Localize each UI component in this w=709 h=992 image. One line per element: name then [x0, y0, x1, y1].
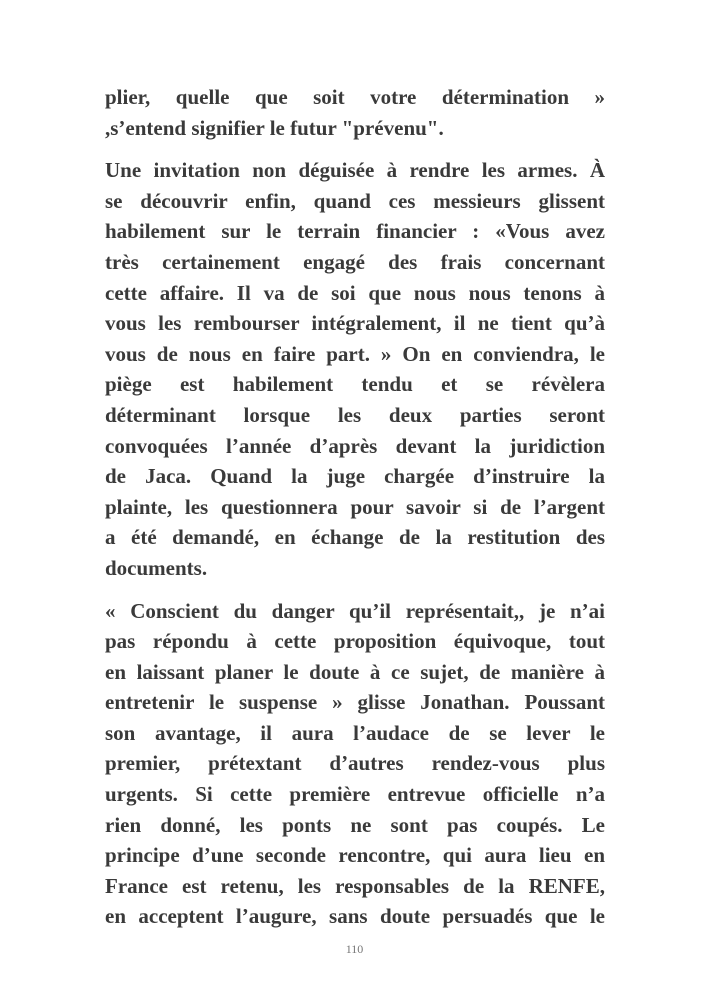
text-line: plainte, les questionnera pour savoir si de l’argent	[105, 494, 605, 519]
text-line: de Jaca. Quand la juge chargée d’instruire la	[105, 464, 605, 489]
page-body	[105, 82, 605, 944]
text-line: documents.	[105, 555, 208, 580]
text-line: « Conscient du danger qu’il représentait,, je n’ai	[105, 598, 605, 623]
text-line: habilement sur le terrain financier : «Vous avez	[105, 219, 605, 244]
text-line: entretenir le suspense » glisse Jonathan. Poussant	[105, 690, 605, 715]
text-line: rien donné, les ponts ne sont pas coupés. Le	[105, 812, 605, 837]
text-line: piège est habilement tendu et se révèlera	[105, 372, 605, 397]
text-line: en laissant planer le doute à ce sujet, de manière à	[105, 659, 605, 684]
text-line: convoquées l’année d’après devant la juridiction	[105, 433, 605, 458]
text-line: se découvrir enfin, quand ces messieurs glissent	[105, 188, 605, 213]
text-line: plier, quelle que soit votre détermination »	[105, 85, 605, 109]
paragraph	[105, 155, 605, 583]
text-line: son avantage, il aura l’audace de se lever le	[105, 720, 605, 745]
text-line: vous de nous en faire part. » On en conviendra, le	[105, 341, 605, 366]
paragraph	[105, 596, 605, 933]
text-line: pas répondu à cette proposition équivoque, tout	[105, 629, 605, 654]
text-line: cette affaire. Il va de soi que nous nous tenons à	[105, 280, 605, 305]
page-number: 110	[345, 942, 364, 956]
text-line: premier, prétextant d’autres rendez-vous plus	[105, 751, 605, 776]
text-line: ,s’entend signifier le futur "prévenu".	[105, 115, 444, 140]
text-line: Une invitation non déguisée à rendre les armes. À	[105, 158, 605, 183]
text-line: vous les rembourser intégralement, il ne tient qu’à	[105, 311, 605, 336]
text-line: déterminant lorsque les deux parties seront	[105, 402, 605, 427]
text-line: principe d’une seconde rencontre, qui aura lieu en	[105, 843, 605, 868]
text-line: urgents. Si cette première entrevue officielle n’a	[105, 782, 605, 807]
text-line: France est retenu, les responsables de la RENFE,	[105, 873, 605, 898]
text-line: très certainement engagé des frais concernant	[105, 249, 605, 274]
paragraph	[105, 82, 605, 143]
text-line: en acceptent l’augure, sans doute persuadés que le	[105, 904, 605, 929]
text-line: a été demandé, en échange de la restitution des	[105, 525, 605, 550]
